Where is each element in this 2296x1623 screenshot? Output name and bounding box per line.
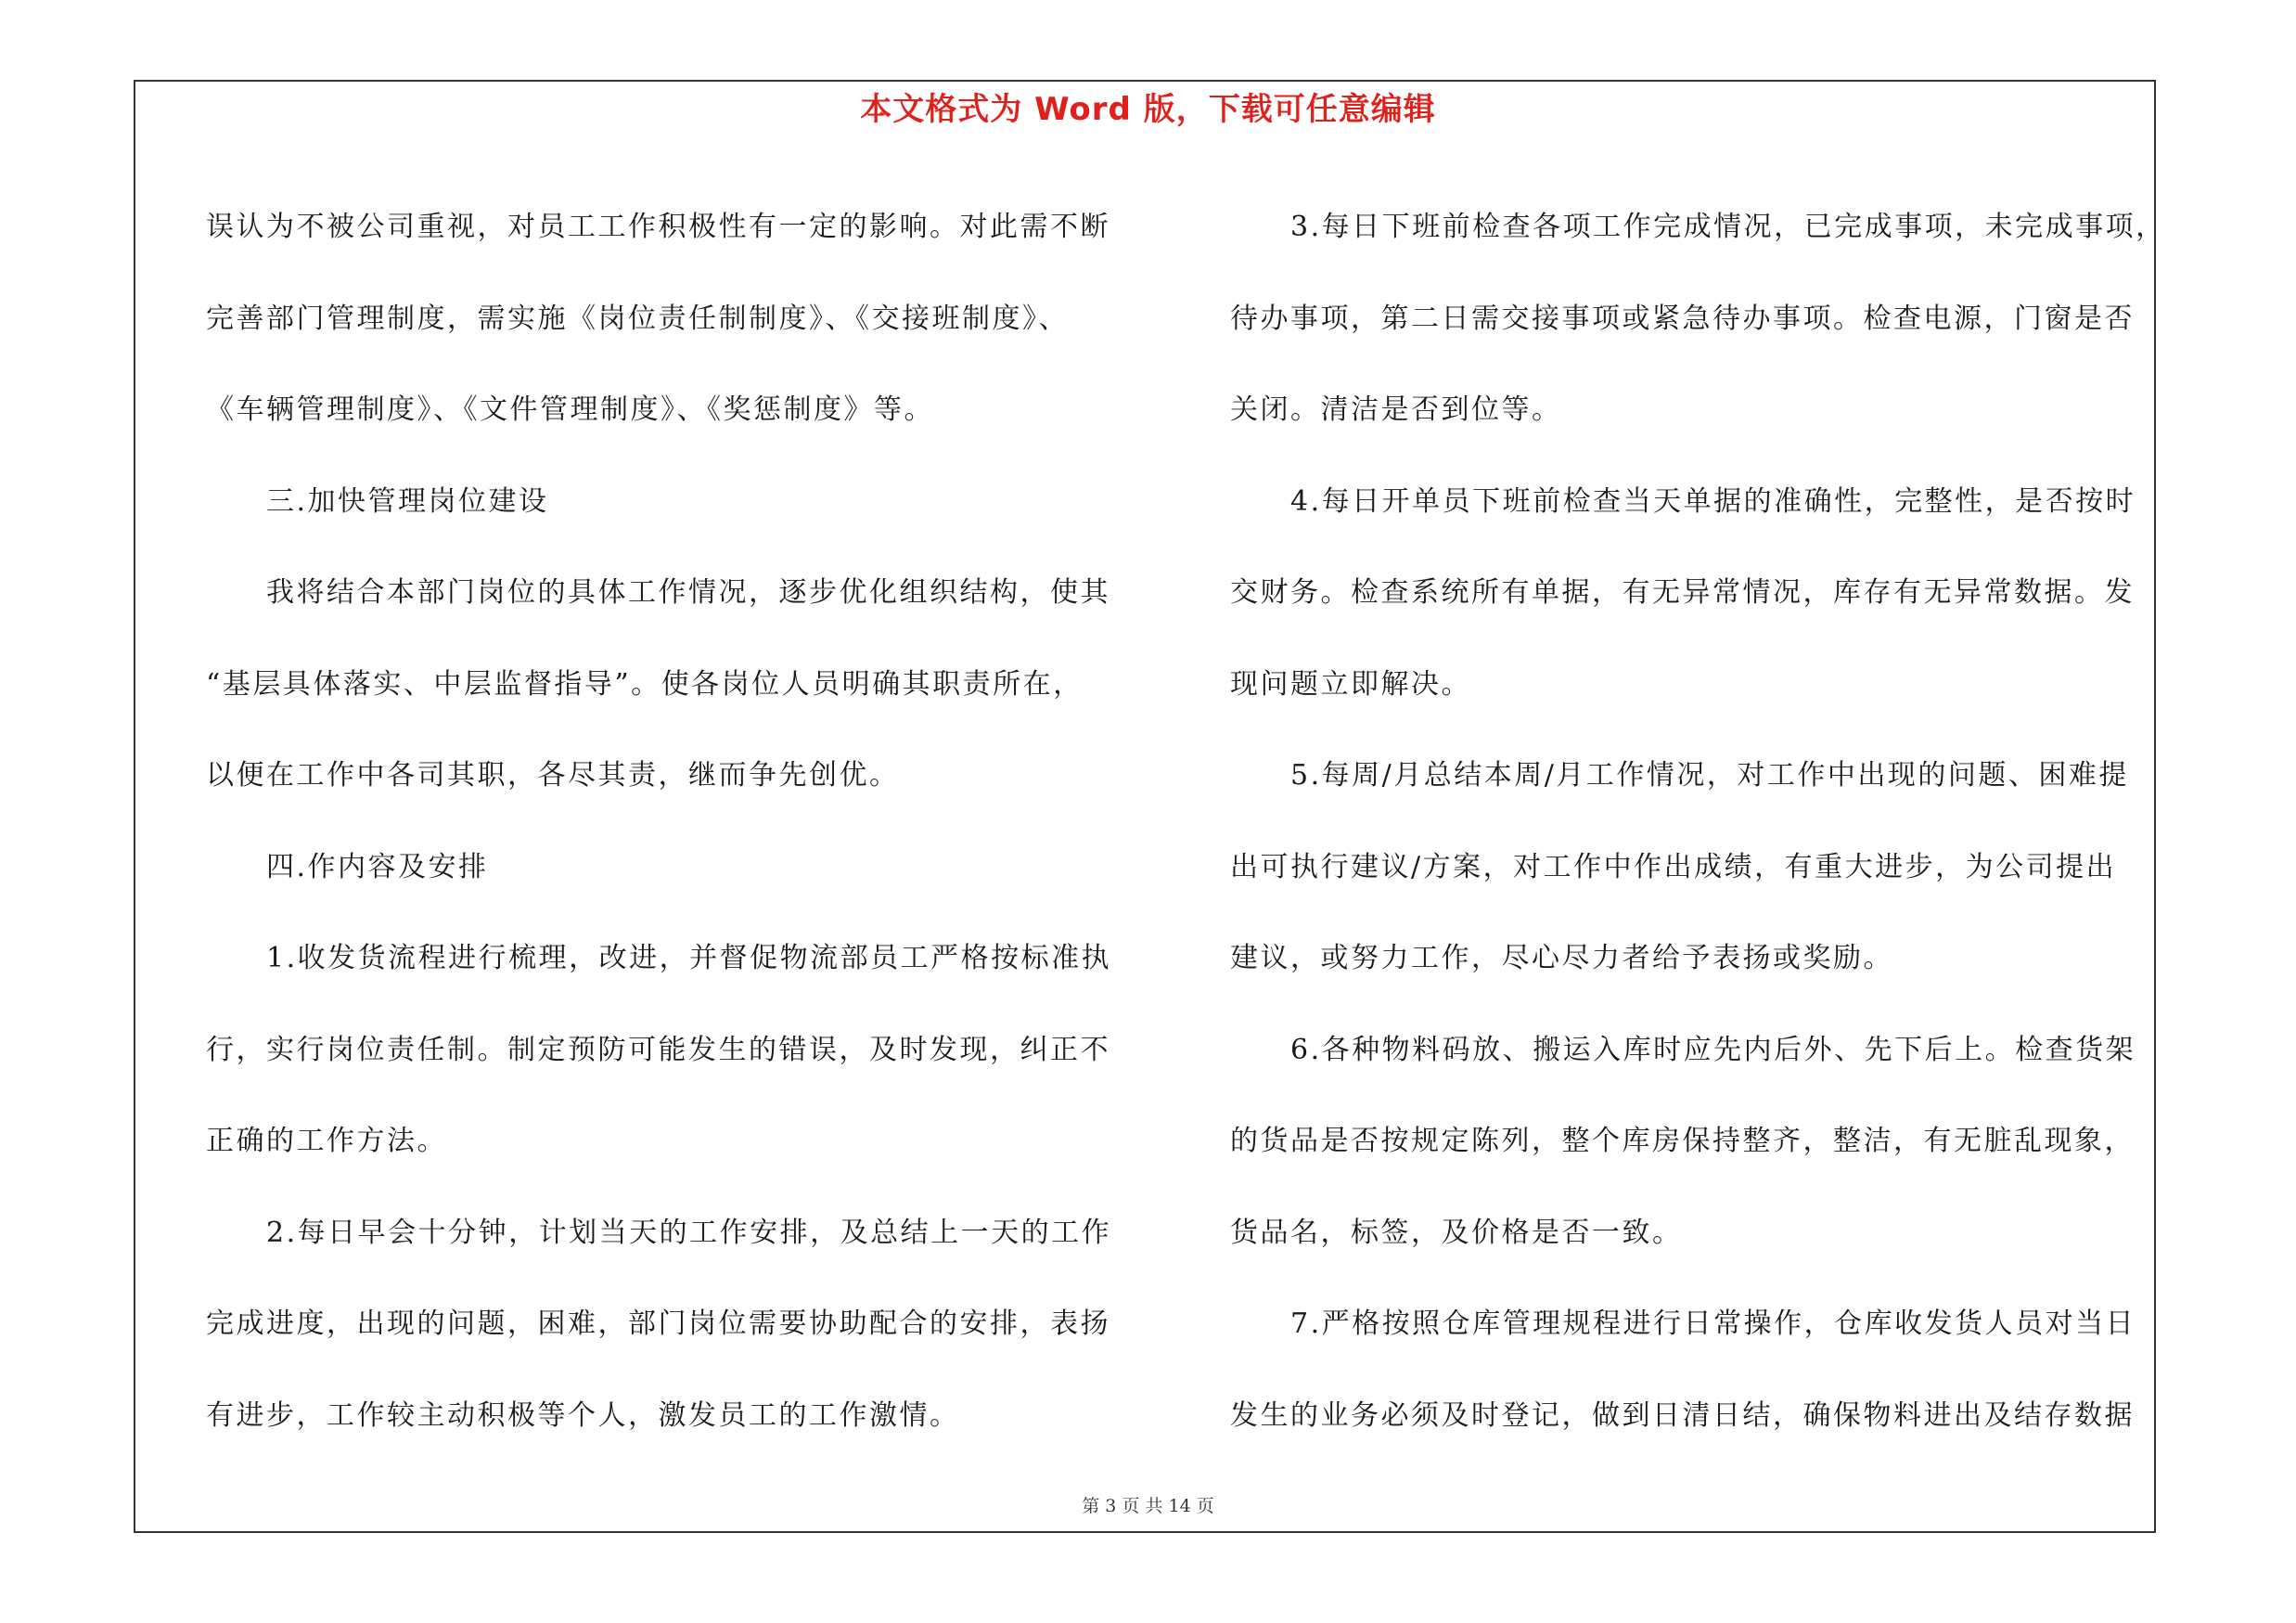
text-line: 交财务。检查系统所有单据，有无异常情况，库存有无异常数据。发 [1230,576,2135,609]
text-line: 货品名，标签，及价格是否一致。 [1230,1216,1683,1249]
text-line: 1.收发货流程进行梳理，改进，并督促物流部员工严格按标准执 [206,942,1112,974]
text-line: “基层具体落实、中层监督指导”。使各岗位人员明确其职责所在， [206,667,1084,701]
text-line: 待办事项，第二日需交接事项或紧急待办事项。检查电源，门窗是否 [1230,302,2135,335]
text-line: 关闭。清洁是否到位等。 [1230,393,1562,426]
text-line: 完善部门管理制度，需实施《岗位责任制制度》、《交接班制度》、 [206,302,1069,335]
text-line: 3.每日下班前检查各项工作完成情况，已完成事项，未完成事项， [1230,211,2166,243]
page-number-footer: 第 3 页 共 14 页 [1082,1496,1214,1516]
text-line: 误认为不被公司重视，对员工工作积极性有一定的影响。对此需不断 [206,211,1110,243]
format-banner: 本文格式为 Word 版，下载可任意编辑 [860,91,1436,128]
text-line: 建议，或努力工作，尽心尽力者给予表扬或奖励。 [1230,942,1893,974]
text-line: 的货品是否按规定陈列，整个库房保持整齐，整洁，有无脏乱现象， [1230,1125,2135,1157]
text-line: 4.每日开单员下班前检查当天单据的准确性，完整性，是否按时 [1230,484,2136,518]
right-column [1230,182,2166,1462]
text-line: 现问题立即解决。 [1230,667,1471,701]
section-heading: 四.作内容及安排 [206,850,489,883]
text-line: 完成进度，出现的问题，困难，部门岗位需要协助配合的安排，表扬 [206,1307,1110,1340]
text-line: 7.严格按照仓库管理规程进行日常操作，仓库收发货人员对当日 [1230,1307,2136,1340]
text-line: 5.每周/月总结本周/月工作情况，对工作中出现的问题、困难提 [1230,759,2129,792]
text-line: 以便在工作中各司其职，各尽其责，继而争先创优。 [206,759,900,792]
left-column [206,182,1134,1462]
text-line: 《车辆管理制度》、《文件管理制度》、《奖惩制度》等。 [206,393,934,426]
text-line: 正确的工作方法。 [206,1125,447,1157]
text-line: 发生的业务必须及时登记，做到日清日结，确保物料进出及结存数据 [1230,1398,2135,1432]
text-line: 出可执行建议/方案，对工作中作出成绩，有重大进步，为公司提出 [1230,850,2117,883]
text-line: 6.各种物料码放、搬运入库时应先内后外、先下后上。检查货架 [1230,1033,2136,1066]
text-line: 有进步，工作较主动积极等个人，激发员工的工作激情。 [206,1398,960,1432]
text-line: 行，实行岗位责任制。制定预防可能发生的错误，及时发现，纠正不 [206,1033,1110,1066]
text-line: 2.每日早会十分钟，计划当天的工作安排，及总结上一天的工作 [206,1216,1112,1249]
section-heading: 三.加快管理岗位建设 [206,484,549,518]
text-line: 我将结合本部门岗位的具体工作情况，逐步优化组织结构，使其 [206,576,1110,609]
